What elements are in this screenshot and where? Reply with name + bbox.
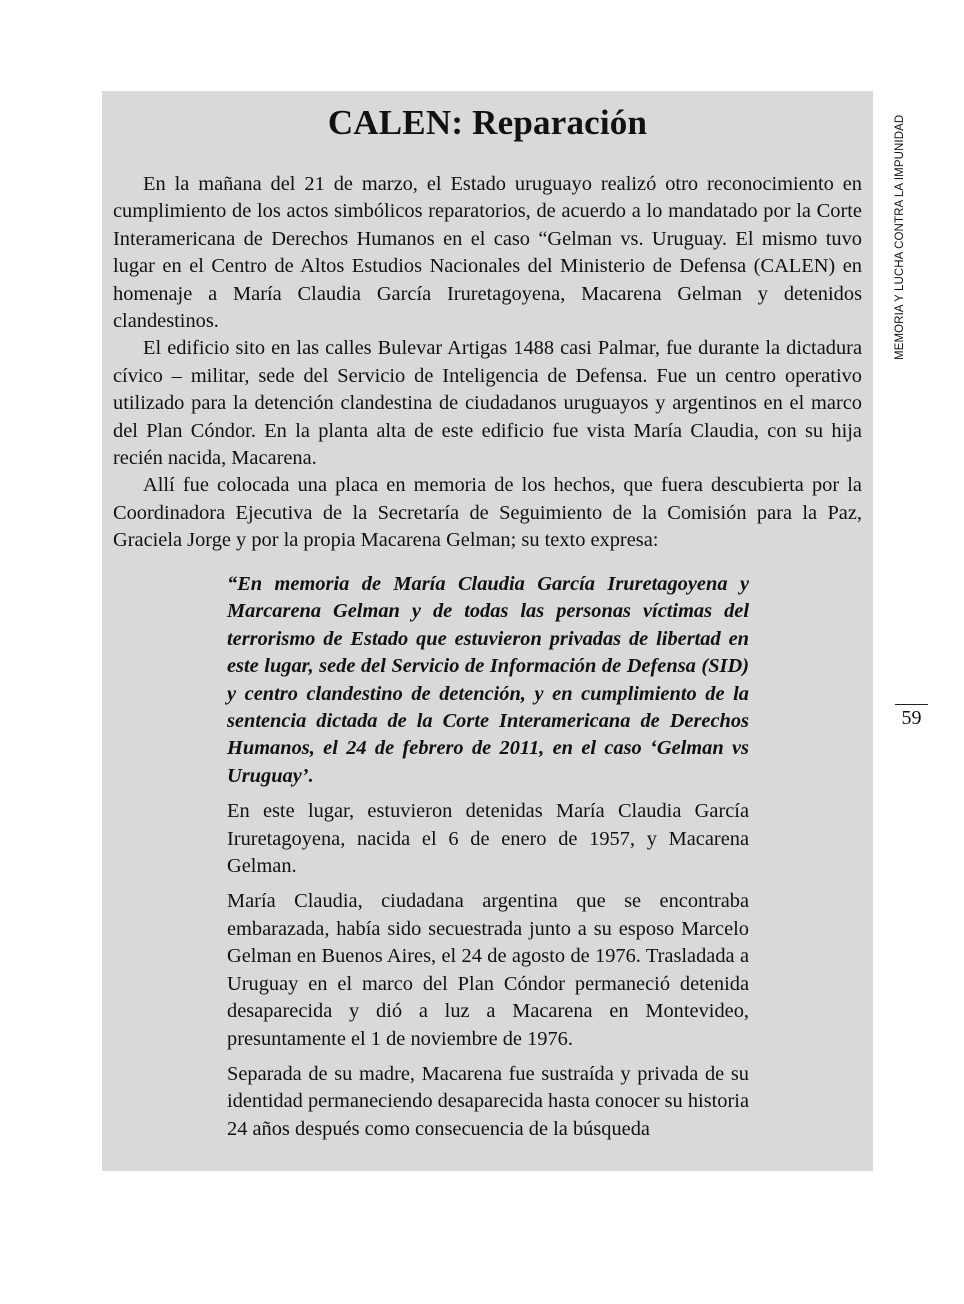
- page-number: 59: [901, 707, 922, 729]
- article-title: CALEN: Reparación: [327, 103, 648, 142]
- quote-paragraph: En este lugar, estuvieron detenidas María Claudia García Iruretagoyena, nacida el 6 de enero de 1957, y Macarena Gelman.: [227, 800, 749, 878]
- paragraph: En la mañana del 21 de marzo, el Estado uruguayo realizó otro reconocimiento en cumplimiento de los actos simbólicos reparatorios, de acuerdo a lo mandatado por la Corte Interamericana de Derechos Humanos en el caso “Gelman vs. Uruguay. El mismo tuvo lugar en el Centro de Altos Estudios Nacionales del Ministerio de Defensa (CALEN) en homenaje a María Claudia García Iruretagoyena, Macarena Gelman y detenidos clandestinos.: [113, 173, 862, 333]
- running-header: MEMORIA Y LUCHA CONTRA LA IMPUNIDAD: [894, 114, 906, 360]
- quote-paragraph: María Claudia, ciudadana argentina que se encontraba embarazada, había sido secuestrada junto a su esposo Marcelo Gelman en Buenos Aires, el 24 de agosto de 1976. Trasladada a Uruguay en el marco del Plan Cóndor permaneció detenida desaparecida y dió a luz a Macarena en Montevideo, presuntamente el 1 de noviembre de 1976.: [227, 890, 749, 1050]
- plaque-inscription: “En memoria de María Claudia García Iruretagoyena y Marcarena Gelman y de todas las personas víctimas del terrorismo de Estado que estuvieron privadas de libertad en este lugar, sede del Servicio de Información de Defensa (SID) y centro clandestino de detención, y en cumplimiento de la sentencia dictada de la Corte Interamericana de Derechos Humanos, el 24 de febrero de 2011, en el caso ‘Gelman vs Uruguay’.: [227, 573, 749, 787]
- article-body: [113, 171, 862, 555]
- article-panel: [102, 91, 873, 1171]
- page-number-rule: [895, 704, 928, 705]
- paragraph: Allí fue colocada una placa en memoria de los hechos, que fuera descubierta por la Coordinadora Ejecutiva de la Secretaría de Seguimiento de la Comisión para la Paz, Graciela Jorge y por la propia Macarena Gelman; su texto expresa:: [113, 474, 862, 552]
- plaque-quote: [227, 571, 749, 1151]
- quote-paragraph: Separada de su madre, Macarena fue sustraída y privada de su identidad permaneciendo desaparecida hasta conocer su historia 24 años después como consecuencia de la búsqueda: [227, 1062, 750, 1140]
- paragraph: El edificio sito en las calles Bulevar Artigas 1488 casi Palmar, fue durante la dictadura cívico – militar, sede del Servicio de Inteligencia de Defensa. Fue un centro operativo utilizado para la detención clandestina de ciudadanos uruguayos y argentinos en el marco del Plan Cóndor. En la planta alta de este edificio fue vista María Claudia, con su hija recién nacida, Macarena.: [113, 337, 862, 470]
